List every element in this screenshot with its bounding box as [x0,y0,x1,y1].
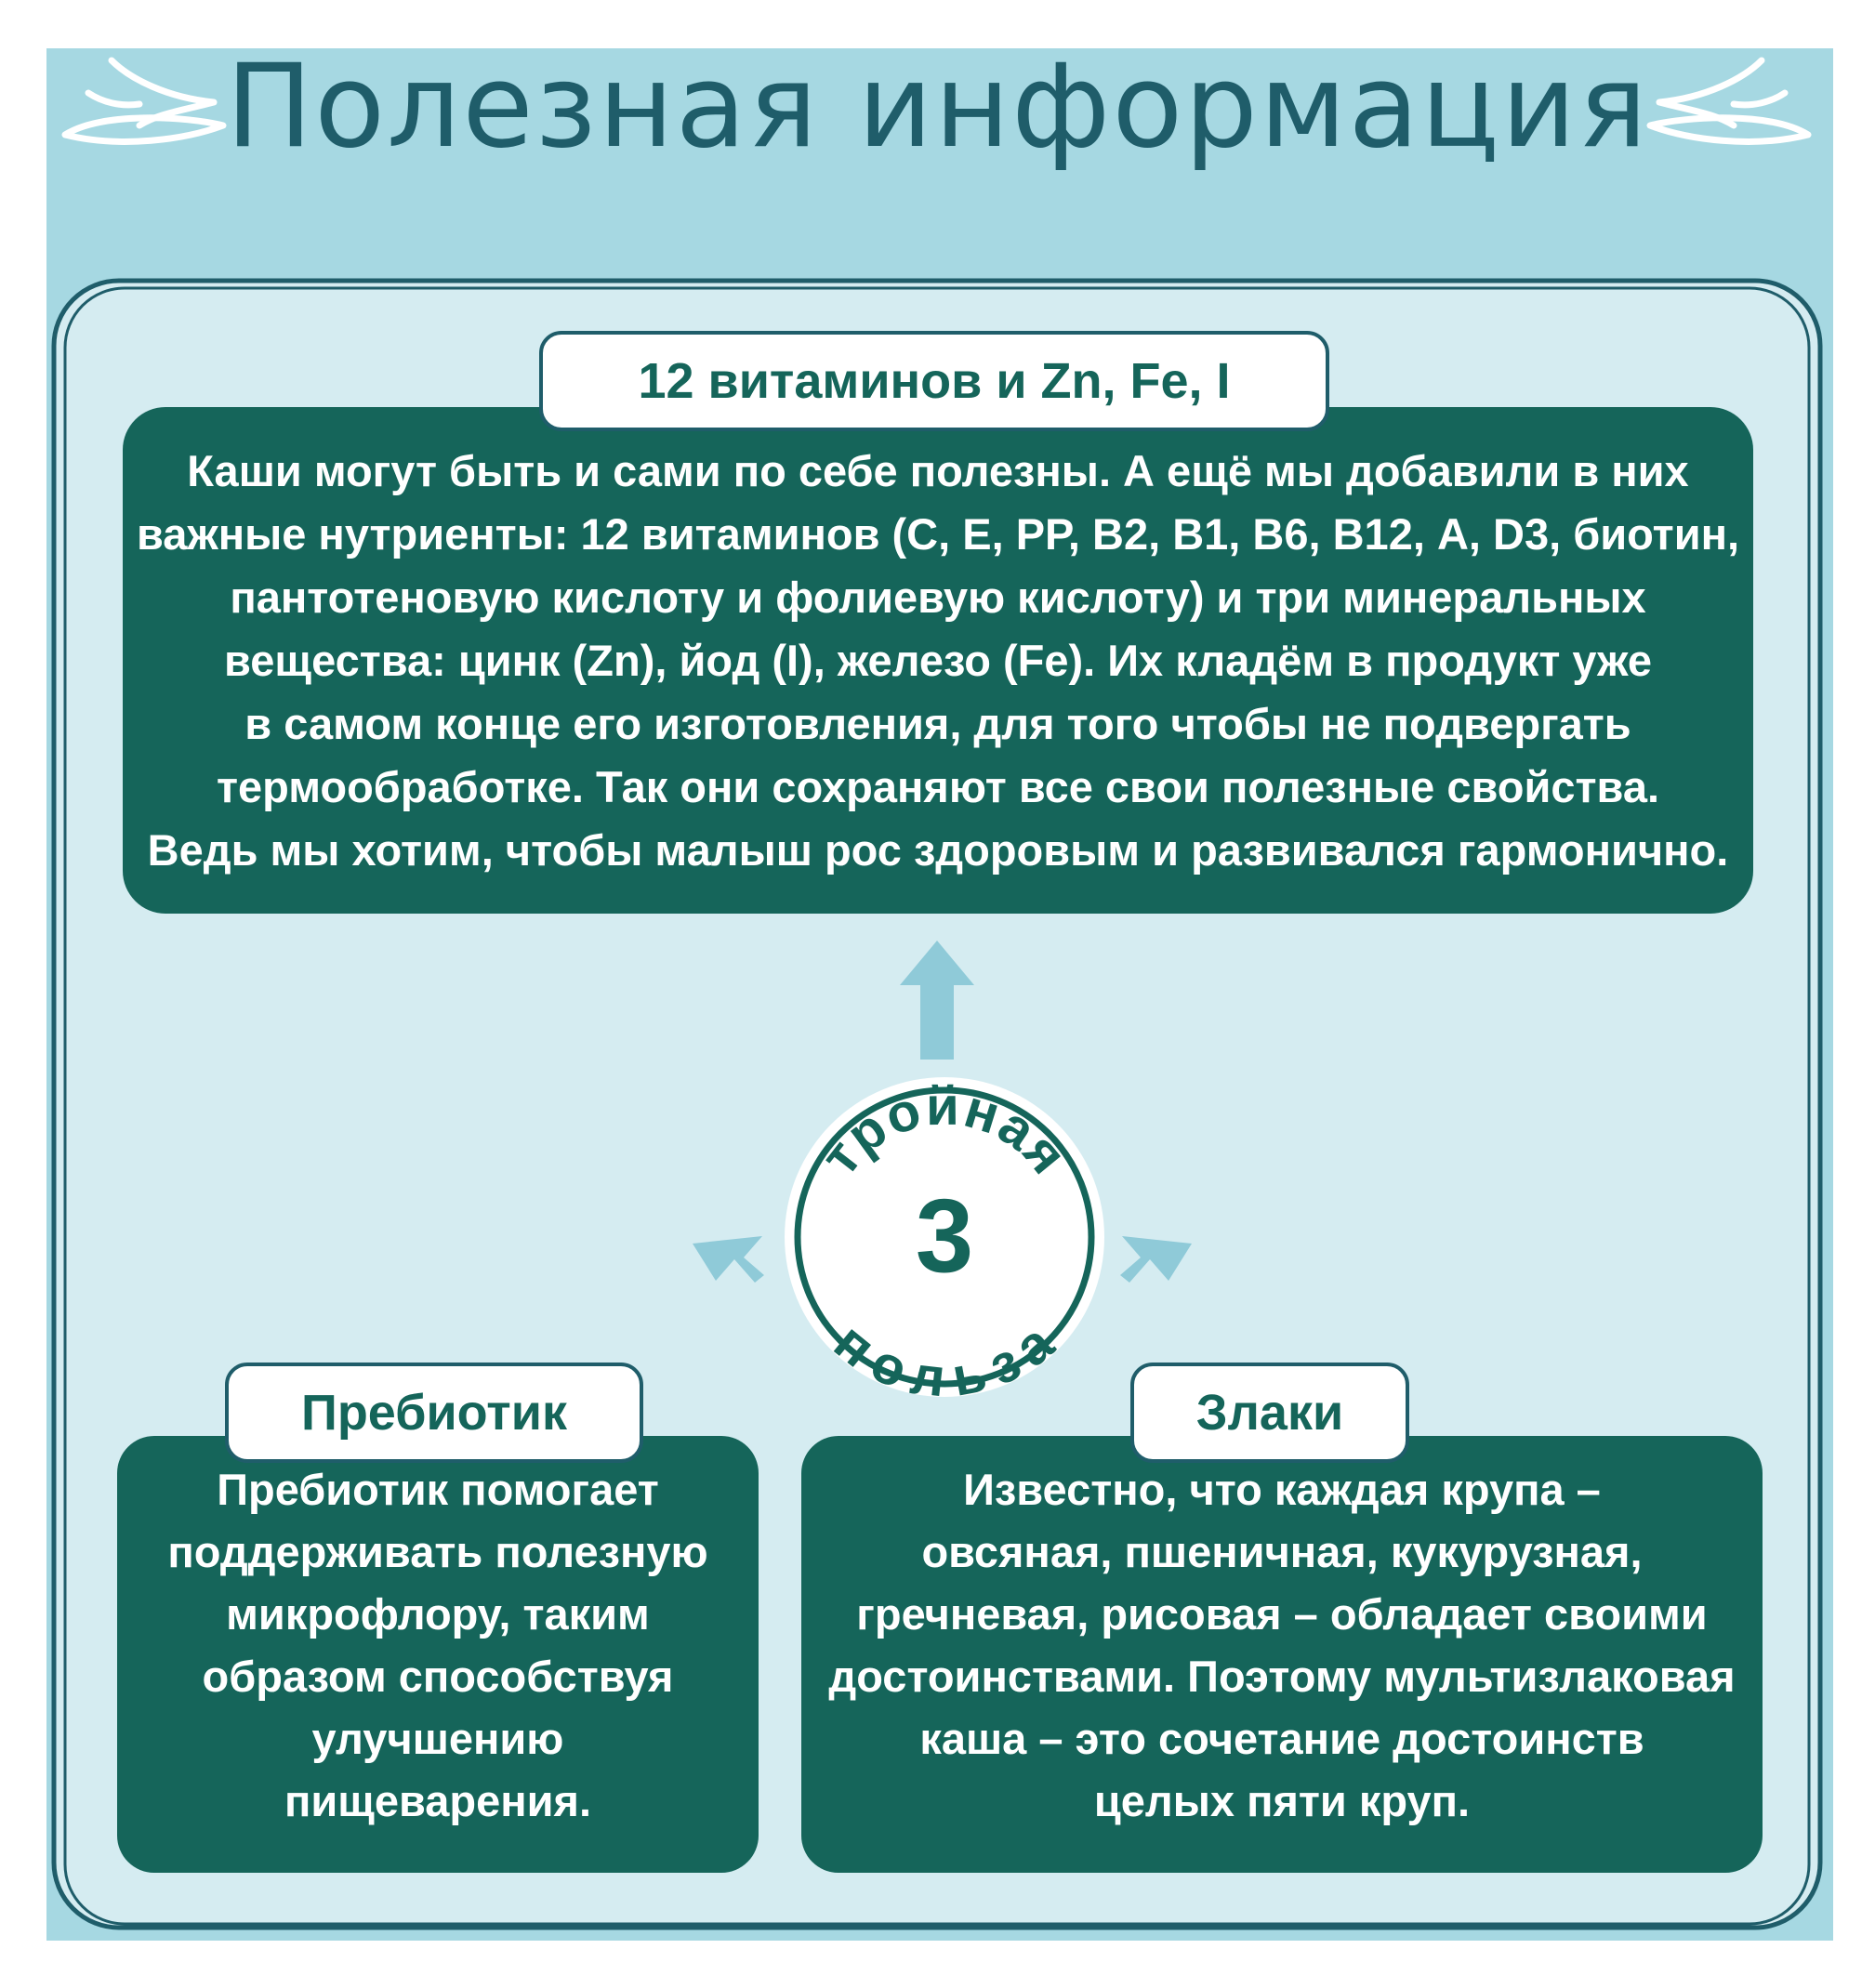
vitamins-line: Ведь мы хотим, чтобы малыш рос здоровым и развивался гармонично. [147,824,1729,875]
badge-top-word: тройная [809,1075,1080,1187]
prebiotic-text [167,1458,707,1832]
cereals-line: достоинствами. Поэтому мультизлаковая [828,1652,1736,1701]
vitamins-line: в самом конце его изготовления, для того чтобы не подвергать [244,698,1631,748]
vitamins-line: пантотеновую кислоту и фолиевую кислоту) и три минеральных [230,572,1646,622]
vitamins-text [137,440,1739,882]
vitamins-panel [123,407,1753,914]
vitamins-line: Каши могут быть и сами по себе полезны. А ещё мы добавили в них [187,445,1689,495]
badge-bottom-word: польза [823,1310,1066,1405]
vitamins-line: термообработке. Так они сохраняют все свои полезные свойства. [216,761,1660,811]
cereals-line: овсяная, пшеничная, кукурузная, [921,1527,1643,1576]
prebiotic-panel [117,1436,759,1873]
prebiotic-line: пищеварения. [284,1776,592,1825]
page-title: Полезная информация [225,40,1650,174]
cereals-tag: Злаки [1130,1363,1409,1463]
cereals-panel [801,1436,1763,1873]
prebiotic-line: микрофлору, таким [226,1589,650,1639]
vitamins-line: важные нутриенты: 12 витаминов (С, Е, РР, В2, В1, В6, В12, А, D3, биотин, [136,508,1740,559]
prebiotic-line: улучшению [311,1714,564,1763]
triple-benefit-badge [776,1069,1113,1405]
cereals-line: гречневая, рисовая – обладает своими [856,1589,1708,1639]
prebiotic-line: поддерживать полезную [167,1527,708,1576]
badge-number: 3 [915,1178,974,1294]
prebiotic-line: образом способствуя [202,1652,674,1701]
prebiotic-tag: Пребиотик [225,1363,643,1463]
vitamins-tag: 12 витаминов и Zn, Fe, I [539,331,1329,431]
cereals-line: Известно, что каждая крупа – [963,1465,1601,1514]
cereals-line: каша – это сочетание достоинств [919,1714,1644,1763]
vitamins-line: вещества: цинк (Zn), йод (I), железо (Fe). Их кладём в продукт уже [224,635,1652,685]
cereals-text [828,1458,1735,1832]
prebiotic-line: Пребиотик помогает [217,1465,659,1514]
cereals-line: целых пяти круп. [1093,1776,1471,1825]
